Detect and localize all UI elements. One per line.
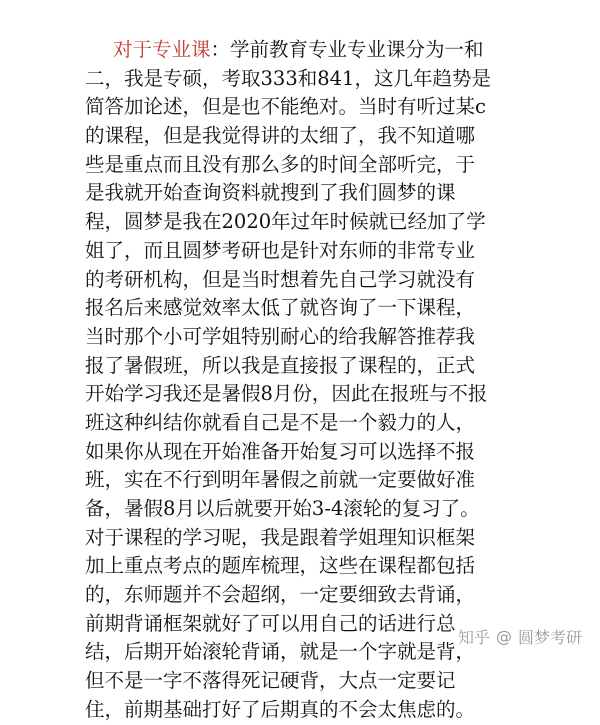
article-line: 姐了，而且圆梦考研也是针对东师的非常专业	[85, 238, 476, 262]
watermark	[458, 625, 582, 648]
article-line: 如果你从现在开始准备开始复习可以选择不报	[85, 439, 476, 463]
section-heading-label: 对于专业课	[113, 38, 211, 61]
article-line: 加上重点考点的题库梳理，这些在课程都包括	[85, 554, 476, 578]
article-line: 报了暑假班，所以我是直接报了课程的，正式	[85, 353, 476, 377]
article-line	[85, 36, 525, 65]
article-line-text: ：学前教育专业专业课分为一和	[210, 38, 484, 61]
article-line: 的课程，但是我觉得讲的太细了，我不知道哪	[85, 124, 476, 148]
article-line: 班这种纠结你就看自己是不是一个毅力的人，	[85, 410, 476, 434]
article-body	[85, 36, 525, 725]
watermark-author: 圆梦考研	[517, 628, 582, 647]
article-line: 简答加论述，但是也不能绝对。当时有听过某c	[85, 95, 486, 119]
article-line: 前期背诵框架就好了可以用自己的话进行总	[85, 611, 456, 635]
article-line: 报名后来感觉效率太低了就咨询了一下课程，	[85, 296, 476, 320]
article-line: 结，后期开始滚轮背诵，就是一个字就是背，	[85, 640, 476, 664]
article-line: 些是重点而且没有那么多的时间全部听完，于	[85, 152, 476, 176]
article-line: 的，东师题并不会超纲，一定要细致去背诵，	[85, 583, 476, 607]
article-line: 当时那个小可学姐特别耐心的给我解答推荐我	[85, 324, 476, 348]
article-line: 备，暑假8月以后就要开始3-4滚轮的复习了。	[85, 497, 480, 520]
article-line: 程，圆梦是我在2020年过年时候就已经加了学	[85, 210, 486, 234]
article-line: 住，前期基础打好了后期真的不会太焦虑的。	[85, 697, 476, 721]
article-line: 是我就开始查询资料就搜到了我们圆梦的课	[85, 181, 456, 205]
article-line: 但不是一字不落得死记硬背，大点一定要记	[85, 669, 456, 693]
article-line: 开始学习我还是暑假8月份，因此在报班与不报	[85, 382, 488, 406]
article-line: 对于课程的学习呢，我是跟着学姐理知识框架	[85, 525, 476, 549]
watermark-separator: @	[495, 627, 512, 646]
article-line: 班，实在不行到明年暑假之前就一定要做好准	[85, 468, 476, 492]
article-line: 二，我是专硕，考取333和841，这几年趋势是	[85, 66, 491, 90]
article-line: 的考研机构，但是当时想着先自己学习就没有	[85, 267, 476, 291]
watermark-platform: 知乎	[457, 628, 490, 647]
